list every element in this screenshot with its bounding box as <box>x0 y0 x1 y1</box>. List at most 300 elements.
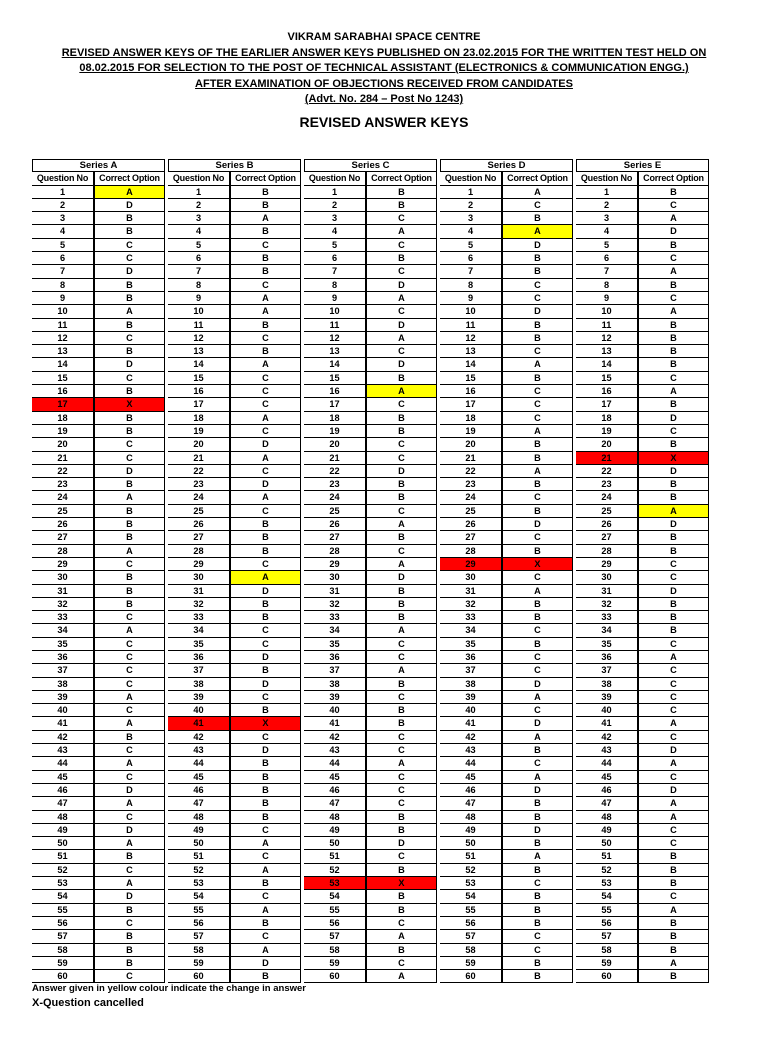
series-table-series-b <box>168 159 301 983</box>
series-title: Series D <box>440 159 573 172</box>
correct-option: B <box>366 478 437 491</box>
question-number: 42 <box>440 731 502 744</box>
question-number: 59 <box>304 957 366 970</box>
question-number: 44 <box>304 757 366 770</box>
correct-option: B <box>638 850 709 863</box>
question-number: 35 <box>304 638 366 651</box>
question-number: 48 <box>32 811 94 824</box>
question-number: 1 <box>440 186 502 199</box>
correct-option: B <box>502 837 573 850</box>
correct-option: C <box>502 531 573 544</box>
correct-option: D <box>502 784 573 797</box>
correct-option: C <box>502 651 573 664</box>
correct-option: A <box>638 305 709 318</box>
question-number: 22 <box>440 465 502 478</box>
question-number: 9 <box>440 292 502 305</box>
question-number: 58 <box>576 944 638 957</box>
question-number: 3 <box>576 212 638 225</box>
correct-option: A <box>638 651 709 664</box>
correct-option: B <box>94 598 165 611</box>
question-number: 40 <box>32 704 94 717</box>
correct-option: B <box>230 319 301 332</box>
question-number: 40 <box>440 704 502 717</box>
question-number: 30 <box>168 571 230 584</box>
question-number: 52 <box>440 864 502 877</box>
question-number: 23 <box>32 478 94 491</box>
correct-option: B <box>230 771 301 784</box>
question-number: 26 <box>576 518 638 531</box>
correct-option: C <box>366 744 437 757</box>
question-number: 16 <box>304 385 366 398</box>
question-number: 55 <box>32 904 94 917</box>
question-number: 28 <box>168 545 230 558</box>
correct-option: B <box>366 199 437 212</box>
correct-option: D <box>502 305 573 318</box>
correct-option: B <box>638 944 709 957</box>
correct-option: D <box>502 717 573 730</box>
question-number: 31 <box>168 585 230 598</box>
question-number: 19 <box>576 425 638 438</box>
correct-option: C <box>230 425 301 438</box>
correct-option: C <box>502 624 573 637</box>
correct-option: A <box>94 837 165 850</box>
question-number: 54 <box>576 890 638 903</box>
correct-option: C <box>638 771 709 784</box>
question-number: 51 <box>168 850 230 863</box>
correct-option: D <box>230 651 301 664</box>
question-number: 32 <box>304 598 366 611</box>
question-number: 48 <box>576 811 638 824</box>
correct-option: B <box>94 850 165 863</box>
correct-option: C <box>230 691 301 704</box>
column-header-answer: Correct Option <box>366 172 437 185</box>
question-number: 13 <box>576 345 638 358</box>
correct-option: C <box>638 199 709 212</box>
question-number: 59 <box>440 957 502 970</box>
correct-option: C <box>230 372 301 385</box>
question-number: 21 <box>304 452 366 465</box>
correct-option: D <box>638 744 709 757</box>
correct-option: B <box>94 385 165 398</box>
question-number: 1 <box>304 186 366 199</box>
question-number: 15 <box>440 372 502 385</box>
question-number: 12 <box>32 332 94 345</box>
question-number: 24 <box>304 491 366 504</box>
question-number: 6 <box>440 252 502 265</box>
correct-option: C <box>230 398 301 411</box>
question-number: 34 <box>32 624 94 637</box>
correct-option: B <box>366 704 437 717</box>
correct-option: C <box>94 864 165 877</box>
question-number: 3 <box>32 212 94 225</box>
question-number: 44 <box>32 757 94 770</box>
correct-option: B <box>230 199 301 212</box>
question-number: 24 <box>32 491 94 504</box>
correct-option: C <box>366 797 437 810</box>
question-number: 39 <box>440 691 502 704</box>
correct-option: B <box>502 438 573 451</box>
question-number: 12 <box>576 332 638 345</box>
correct-option: B <box>638 332 709 345</box>
correct-option: D <box>502 239 573 252</box>
question-number: 39 <box>168 691 230 704</box>
correct-option: C <box>366 917 437 930</box>
question-number: 9 <box>576 292 638 305</box>
question-number: 52 <box>168 864 230 877</box>
question-number: 21 <box>440 452 502 465</box>
question-number: 52 <box>304 864 366 877</box>
correct-option: A <box>638 797 709 810</box>
correct-option: C <box>502 877 573 890</box>
correct-option: A <box>366 518 437 531</box>
correct-option: D <box>94 890 165 903</box>
question-number: 47 <box>168 797 230 810</box>
question-number: 51 <box>440 850 502 863</box>
question-number: 51 <box>32 850 94 863</box>
question-number: 50 <box>440 837 502 850</box>
question-number: 53 <box>32 877 94 890</box>
question-number: 46 <box>440 784 502 797</box>
question-number: 35 <box>576 638 638 651</box>
question-number: 26 <box>304 518 366 531</box>
correct-option: A <box>94 305 165 318</box>
correct-option: A <box>502 425 573 438</box>
question-number: 40 <box>576 704 638 717</box>
question-number: 9 <box>168 292 230 305</box>
column-header-answer: Correct Option <box>638 172 709 185</box>
question-number: 37 <box>32 664 94 677</box>
correct-option: C <box>94 664 165 677</box>
correct-option: B <box>502 478 573 491</box>
question-number: 38 <box>32 678 94 691</box>
question-number: 42 <box>168 731 230 744</box>
correct-option: A <box>638 904 709 917</box>
correct-option: A <box>94 624 165 637</box>
series-table-series-c <box>304 159 437 983</box>
question-number: 19 <box>168 425 230 438</box>
question-number: 45 <box>576 771 638 784</box>
correct-option: C <box>502 279 573 292</box>
correct-option: D <box>94 358 165 371</box>
correct-option: C <box>366 239 437 252</box>
question-number: 50 <box>304 837 366 850</box>
correct-option: D <box>366 837 437 850</box>
correct-option: C <box>230 279 301 292</box>
correct-option: B <box>502 505 573 518</box>
correct-option: B <box>366 585 437 598</box>
question-number: 59 <box>576 957 638 970</box>
question-number: 8 <box>576 279 638 292</box>
question-number: 55 <box>440 904 502 917</box>
question-number: 3 <box>304 212 366 225</box>
series-table-series-e <box>576 159 709 983</box>
correct-option: A <box>366 757 437 770</box>
correct-option: B <box>502 957 573 970</box>
question-number: 20 <box>576 438 638 451</box>
correct-option: C <box>94 678 165 691</box>
question-number: 57 <box>168 930 230 943</box>
question-number: 4 <box>304 225 366 238</box>
correct-option: C <box>366 545 437 558</box>
column-header-question: Question No <box>304 172 366 185</box>
correct-option: B <box>230 797 301 810</box>
correct-option: C <box>502 571 573 584</box>
correct-option: B <box>502 319 573 332</box>
correct-option: D <box>638 518 709 531</box>
correct-option: C <box>94 252 165 265</box>
question-number: 48 <box>440 811 502 824</box>
page-title: REVISED ANSWER KEYS <box>299 113 469 130</box>
correct-option: C <box>230 930 301 943</box>
question-number: 55 <box>168 904 230 917</box>
document-header <box>0 30 768 132</box>
correct-option: B <box>502 212 573 225</box>
question-number: 47 <box>440 797 502 810</box>
correct-option: C <box>638 372 709 385</box>
question-number: 45 <box>304 771 366 784</box>
column-header-question: Question No <box>440 172 502 185</box>
correct-option: A <box>94 877 165 890</box>
correct-option: B <box>230 598 301 611</box>
correct-option: C <box>230 731 301 744</box>
question-number: 60 <box>168 970 230 983</box>
column-header-question: Question No <box>32 172 94 185</box>
question-number: 48 <box>168 811 230 824</box>
correct-option: A <box>230 837 301 850</box>
correct-option: D <box>638 225 709 238</box>
correct-option: D <box>230 957 301 970</box>
correct-option: A <box>366 624 437 637</box>
correct-option: C <box>230 638 301 651</box>
question-number: 18 <box>440 412 502 425</box>
correct-option: B <box>366 944 437 957</box>
correct-option: B <box>230 252 301 265</box>
correct-option: A <box>366 664 437 677</box>
correct-option: C <box>94 372 165 385</box>
question-number: 10 <box>32 305 94 318</box>
question-number: 4 <box>576 225 638 238</box>
correct-option: B <box>366 611 437 624</box>
question-number: 3 <box>168 212 230 225</box>
question-number: 39 <box>32 691 94 704</box>
correct-option: B <box>502 545 573 558</box>
correct-option: C <box>366 638 437 651</box>
correct-option: B <box>94 585 165 598</box>
column-header-question: Question No <box>168 172 230 185</box>
question-number: 45 <box>440 771 502 784</box>
question-number: 28 <box>440 545 502 558</box>
correct-option: C <box>366 305 437 318</box>
question-number: 36 <box>32 651 94 664</box>
question-number: 51 <box>304 850 366 863</box>
correct-option: B <box>94 731 165 744</box>
question-number: 11 <box>576 319 638 332</box>
question-number: 27 <box>576 531 638 544</box>
question-number: 25 <box>32 505 94 518</box>
question-number: 16 <box>32 385 94 398</box>
question-number: 8 <box>168 279 230 292</box>
correct-option: C <box>230 332 301 345</box>
correct-option: B <box>94 505 165 518</box>
question-number: 43 <box>32 744 94 757</box>
question-number: 30 <box>304 571 366 584</box>
question-number: 5 <box>440 239 502 252</box>
question-number: 37 <box>304 664 366 677</box>
correct-option: C <box>230 890 301 903</box>
correct-option: C <box>230 239 301 252</box>
correct-option: B <box>230 345 301 358</box>
correct-option: B <box>638 478 709 491</box>
question-number: 36 <box>168 651 230 664</box>
question-number: 58 <box>168 944 230 957</box>
correct-option: A <box>502 771 573 784</box>
question-number: 38 <box>576 678 638 691</box>
question-number: 14 <box>32 358 94 371</box>
correct-option: A <box>94 691 165 704</box>
correct-option: B <box>502 811 573 824</box>
correct-option: B <box>366 678 437 691</box>
correct-option: C <box>94 811 165 824</box>
correct-option: B <box>502 252 573 265</box>
correct-option: B <box>230 611 301 624</box>
question-number: 25 <box>304 505 366 518</box>
footer-note-yellow: Answer given in yellow colour indicate the change in answer <box>32 983 306 994</box>
correct-option: B <box>638 319 709 332</box>
question-number: 49 <box>304 824 366 837</box>
correct-option: B <box>638 930 709 943</box>
correct-option: C <box>94 438 165 451</box>
question-number: 23 <box>440 478 502 491</box>
question-number: 35 <box>32 638 94 651</box>
question-number: 31 <box>304 585 366 598</box>
question-number: 58 <box>304 944 366 957</box>
question-number: 49 <box>32 824 94 837</box>
correct-option: C <box>366 784 437 797</box>
correct-option: D <box>638 465 709 478</box>
correct-option: B <box>366 864 437 877</box>
correct-option: C <box>230 505 301 518</box>
correct-option: C <box>502 292 573 305</box>
correct-option: B <box>502 372 573 385</box>
question-number: 41 <box>576 717 638 730</box>
question-number: 38 <box>168 678 230 691</box>
question-number: 13 <box>168 345 230 358</box>
correct-option: C <box>502 398 573 411</box>
question-number: 58 <box>440 944 502 957</box>
correct-option: B <box>230 265 301 278</box>
question-number: 19 <box>32 425 94 438</box>
question-number: 59 <box>168 957 230 970</box>
correct-option: C <box>638 824 709 837</box>
question-number: 4 <box>32 225 94 238</box>
series-title: Series B <box>168 159 301 172</box>
question-number: 10 <box>168 305 230 318</box>
question-number: 47 <box>304 797 366 810</box>
correct-option: C <box>502 704 573 717</box>
question-number: 7 <box>304 265 366 278</box>
question-number: 57 <box>576 930 638 943</box>
question-number: 25 <box>440 505 502 518</box>
correct-option: D <box>94 824 165 837</box>
correct-option: B <box>638 917 709 930</box>
question-number: 55 <box>304 904 366 917</box>
question-number: 12 <box>304 332 366 345</box>
correct-option: A <box>94 545 165 558</box>
question-number: 41 <box>168 717 230 730</box>
correct-option: B <box>366 412 437 425</box>
question-number: 49 <box>576 824 638 837</box>
correct-option: C <box>502 944 573 957</box>
question-number: 54 <box>304 890 366 903</box>
correct-option: A <box>366 385 437 398</box>
question-number: 10 <box>440 305 502 318</box>
correct-option: D <box>230 678 301 691</box>
question-number: 23 <box>304 478 366 491</box>
question-number: 33 <box>440 611 502 624</box>
correct-option: D <box>230 438 301 451</box>
question-number: 57 <box>440 930 502 943</box>
correct-option: C <box>638 425 709 438</box>
correct-option: C <box>230 465 301 478</box>
question-number: 50 <box>576 837 638 850</box>
correct-option: B <box>638 877 709 890</box>
question-number: 15 <box>32 372 94 385</box>
correct-option: B <box>502 638 573 651</box>
question-number: 52 <box>576 864 638 877</box>
question-number: 31 <box>440 585 502 598</box>
question-number: 1 <box>576 186 638 199</box>
correct-option: A <box>638 505 709 518</box>
correct-option: B <box>638 279 709 292</box>
question-number: 14 <box>304 358 366 371</box>
correct-option: D <box>366 465 437 478</box>
question-number: 27 <box>440 531 502 544</box>
question-number: 53 <box>576 877 638 890</box>
correct-option: C <box>94 558 165 571</box>
question-number: 50 <box>168 837 230 850</box>
question-number: 20 <box>32 438 94 451</box>
correct-option: A <box>230 305 301 318</box>
question-number: 13 <box>304 345 366 358</box>
question-number: 4 <box>168 225 230 238</box>
correct-option: D <box>502 824 573 837</box>
question-number: 17 <box>304 398 366 411</box>
correct-option: B <box>638 531 709 544</box>
question-number: 11 <box>440 319 502 332</box>
correct-option: B <box>502 265 573 278</box>
question-number: 11 <box>32 319 94 332</box>
correct-option: B <box>366 186 437 199</box>
correct-option: C <box>230 558 301 571</box>
question-number: 5 <box>168 239 230 252</box>
correct-option: B <box>638 598 709 611</box>
correct-option: C <box>638 691 709 704</box>
correct-option: A <box>502 585 573 598</box>
question-number: 6 <box>576 252 638 265</box>
header-line-4: (Advt. No. 284 – Post No 1243) <box>304 93 464 105</box>
correct-option: B <box>366 425 437 438</box>
question-number: 18 <box>576 412 638 425</box>
question-number: 39 <box>304 691 366 704</box>
correct-option: B <box>94 279 165 292</box>
correct-option: C <box>638 664 709 677</box>
question-number: 28 <box>576 545 638 558</box>
correct-option: A <box>366 558 437 571</box>
question-number: 22 <box>32 465 94 478</box>
series-title: Series E <box>576 159 709 172</box>
question-number: 58 <box>32 944 94 957</box>
question-number: 43 <box>168 744 230 757</box>
